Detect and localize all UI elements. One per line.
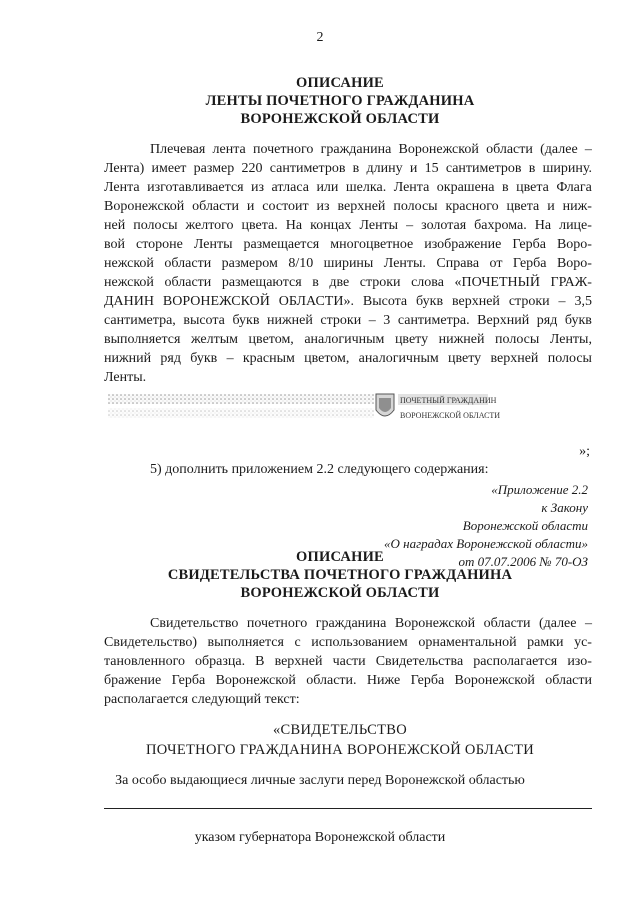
certificate-title-line: ПОЧЕТНОГО ГРАЖДАНИНА ВОРОНЕЖСКОЙ ОБЛАСТИ bbox=[145, 742, 535, 758]
appendix-ref-line: «О наградах Воронежской области» bbox=[384, 536, 588, 551]
paragraph-word: сантиметров bbox=[269, 161, 346, 176]
certificate-title bbox=[80, 720, 600, 760]
paragraph-word: атласа bbox=[271, 180, 309, 195]
paragraph-word: ниж- bbox=[562, 199, 592, 214]
coat-of-arms-icon bbox=[376, 394, 394, 416]
paragraph-word: аналогичным bbox=[358, 351, 439, 366]
paragraph-word: ДАНИН bbox=[104, 294, 154, 309]
paragraph-word: 3 bbox=[383, 313, 391, 328]
paragraph-word: полосы bbox=[495, 332, 540, 347]
paragraph-word: верхней bbox=[451, 294, 500, 309]
paragraph-word: размещаются bbox=[221, 275, 302, 290]
section2-title bbox=[80, 548, 600, 602]
paragraph-word: изготавливается bbox=[147, 180, 244, 195]
paragraph-line bbox=[104, 671, 592, 690]
paragraph-word: 8/10 bbox=[288, 256, 314, 271]
paragraph-word: части bbox=[332, 654, 366, 669]
paragraph-word: гражданина bbox=[315, 616, 387, 631]
paragraph-word: (далее bbox=[540, 142, 578, 157]
paragraph-word: Воронежской bbox=[104, 199, 185, 214]
paragraph-word: орнаментальной bbox=[418, 635, 517, 650]
paragraph-word: Ленты bbox=[193, 237, 233, 252]
paragraph-word: области bbox=[164, 256, 212, 271]
paragraph-word: Воронежской bbox=[454, 673, 535, 688]
paragraph-word: цвету bbox=[448, 351, 482, 366]
paragraph-word: сантиметров bbox=[445, 161, 522, 176]
paragraph-word: строки bbox=[320, 313, 362, 328]
paragraph-word: или bbox=[316, 180, 339, 195]
paragraph-word: вой bbox=[104, 237, 126, 252]
paragraph-word: лента bbox=[212, 142, 246, 157]
paragraph-line-text: располагается следующий текст: bbox=[104, 692, 300, 707]
paragraph-word: – bbox=[406, 218, 414, 233]
paragraph-word: Лента) bbox=[104, 161, 145, 176]
paragraph-word: размещается bbox=[243, 237, 320, 252]
paragraph-word: цвету bbox=[394, 332, 429, 347]
paragraph-word: Флага bbox=[556, 180, 592, 195]
ribbon-bottom-text: ВОРОНЕЖСКОЙ ОБЛАСТИ bbox=[400, 411, 501, 420]
appendix-ref-line: «Приложение 2.2 bbox=[491, 482, 588, 497]
paragraph-word: Верхний bbox=[477, 313, 530, 328]
paragraph-word: букв bbox=[190, 351, 218, 366]
paragraph-word: Свидетельство bbox=[150, 616, 239, 631]
paragraph-word: нижней bbox=[267, 313, 313, 328]
paragraph-word: ВОРОНЕЖСКОЙ bbox=[162, 294, 270, 309]
paragraph-line bbox=[104, 311, 592, 330]
paragraph-word: Свидетельство) bbox=[104, 635, 197, 650]
paragraph-word: верхней bbox=[274, 654, 323, 669]
paragraph-word: букв bbox=[416, 294, 444, 309]
paragraph-word: ширины bbox=[323, 256, 374, 271]
paragraph-word: букв bbox=[232, 313, 260, 328]
paragraph-word: области bbox=[164, 275, 212, 290]
paragraph-word: и bbox=[246, 199, 255, 214]
paragraph-word: нежской bbox=[104, 275, 154, 290]
paragraph-line bbox=[104, 178, 592, 197]
paragraph-word: размер bbox=[193, 161, 235, 176]
paragraph-word: – bbox=[368, 313, 376, 328]
paragraph-word: золотая bbox=[421, 218, 467, 233]
paragraph-line bbox=[104, 633, 592, 652]
paragraph-word: длину bbox=[366, 161, 403, 176]
paragraph-line bbox=[104, 292, 592, 311]
paragraph-word: Высота bbox=[362, 294, 408, 309]
paragraph-word: в bbox=[501, 180, 509, 195]
section1-title-line: ОПИСАНИЕ bbox=[296, 75, 384, 91]
paragraph-word: – bbox=[584, 142, 592, 157]
page-number: 2 bbox=[316, 30, 324, 45]
paragraph-word: «ПОЧЕТНЫЙ bbox=[454, 275, 540, 290]
paragraph-word: сантиметра. bbox=[397, 313, 470, 328]
section1-paragraph bbox=[104, 140, 592, 387]
paragraph-word: и bbox=[409, 161, 418, 176]
paragraph-word: аналогичным bbox=[304, 332, 385, 347]
paragraph-word: Ленты. bbox=[383, 256, 426, 271]
paragraph-line bbox=[104, 159, 592, 178]
certificate-merit-line: За особо выдающиеся личные заслуги перед Воронежской областью bbox=[115, 773, 525, 788]
paragraph-word: многоцветное bbox=[330, 237, 414, 252]
paragraph-word: Герба bbox=[512, 256, 547, 271]
paragraph-word: почетного bbox=[246, 616, 308, 631]
paragraph-line bbox=[104, 235, 592, 254]
paragraph-word: Ленты, bbox=[549, 332, 592, 347]
paragraph-word: желтым bbox=[190, 332, 239, 347]
paragraph-word: окрашена bbox=[436, 180, 495, 195]
paragraph-word: выполняется bbox=[207, 635, 284, 650]
paragraph-word: ряд bbox=[160, 351, 181, 366]
appendix-ref-line: от 07.07.2006 № 70-ОЗ bbox=[458, 554, 588, 569]
ribbon-top-text: ПОЧЕТНЫЙ ГРАЖДАНИН bbox=[400, 396, 497, 405]
section1-title-line: ЛЕНТЫ ПОЧЕТНОГО ГРАЖДАНИНА bbox=[205, 93, 475, 109]
paragraph-word: из bbox=[316, 199, 330, 214]
paragraph-word: в bbox=[528, 161, 536, 176]
section2-title-line: ОПИСАНИЕ bbox=[296, 549, 384, 565]
paragraph-word: две bbox=[329, 275, 350, 290]
paragraph-line bbox=[104, 330, 592, 349]
paragraph-word: изо- bbox=[567, 654, 592, 669]
paragraph-word: тановленного bbox=[104, 654, 185, 669]
paragraph-word: В bbox=[255, 654, 265, 669]
paragraph-word: ней bbox=[104, 218, 126, 233]
paragraph-word: Свидетельства bbox=[375, 654, 464, 669]
paragraph-word: размером bbox=[221, 256, 278, 271]
paragraph-word: полосы bbox=[133, 218, 178, 233]
paragraph-word: – bbox=[585, 616, 592, 631]
paragraph-line bbox=[104, 197, 592, 216]
section1-title bbox=[80, 74, 600, 128]
paragraph-word: Ниже bbox=[366, 673, 401, 688]
paragraph-word: ширину. bbox=[542, 161, 592, 176]
paragraph-word: гражданина bbox=[320, 142, 392, 157]
paragraph-word: Плечевая bbox=[150, 142, 206, 157]
paragraph-word: Воронежской bbox=[215, 673, 296, 688]
paragraph-word: области bbox=[483, 616, 531, 631]
item-5-text: 5) дополнить приложением 2.2 следующего содержания: bbox=[150, 462, 489, 477]
paragraph-word: Справа bbox=[436, 256, 480, 271]
paragraph-word: – bbox=[558, 294, 566, 309]
paragraph-word: цвета bbox=[516, 180, 549, 195]
paragraph-word: красного bbox=[445, 199, 499, 214]
paragraph-line bbox=[104, 368, 592, 387]
paragraph-line bbox=[104, 690, 592, 709]
paragraph-word: полосы bbox=[547, 351, 592, 366]
paragraph-word: Герба bbox=[171, 673, 206, 688]
section1-title-line: ВОРОНЕЖСКОЙ ОБЛАСТИ bbox=[240, 111, 440, 127]
paragraph-word: 15 bbox=[424, 161, 439, 176]
paragraph-word: из bbox=[251, 180, 265, 195]
paragraph-word: шелка. bbox=[345, 180, 387, 195]
paragraph-word: изображение bbox=[424, 237, 502, 252]
paragraph-word: области. bbox=[306, 673, 357, 688]
paragraph-word: сантиметра, bbox=[104, 313, 176, 328]
section2-title-line: СВИДЕТЕЛЬСТВА ПОЧЕТНОГО ГРАЖДАНИНА bbox=[167, 567, 513, 583]
paragraph-word: области bbox=[486, 142, 533, 157]
paragraph-word: верхней bbox=[490, 351, 539, 366]
certificate-title-line: «СВИДЕТЕЛЬСТВО bbox=[272, 722, 407, 738]
paragraph-word: выполняется bbox=[104, 332, 181, 347]
paragraph-word: и bbox=[547, 199, 555, 214]
paragraph-word: цветом, bbox=[248, 332, 294, 347]
paragraph-word: области bbox=[545, 673, 592, 688]
paragraph-word: 3,5 bbox=[574, 294, 592, 309]
paragraph-word: Лента bbox=[104, 180, 140, 195]
paragraph-line bbox=[104, 140, 592, 159]
paragraph-word: полосы bbox=[393, 199, 438, 214]
section2-paragraph bbox=[104, 614, 592, 709]
paragraph-word: имеет bbox=[151, 161, 187, 176]
paragraph-word: Воронежской bbox=[398, 142, 479, 157]
paragraph-word: стороне bbox=[136, 237, 183, 252]
paragraph-word: – bbox=[226, 351, 234, 366]
paragraph-word: области bbox=[192, 199, 239, 214]
paragraph-line bbox=[104, 273, 592, 292]
paragraph-word: нижний bbox=[104, 351, 152, 366]
paragraph-word: цветом, bbox=[304, 351, 350, 366]
closing-quote: »; bbox=[579, 444, 590, 459]
paragraph-line bbox=[104, 614, 592, 633]
paragraph-line bbox=[104, 349, 592, 368]
paragraph-line bbox=[104, 254, 592, 273]
paragraph-word: концах bbox=[310, 218, 352, 233]
paragraph-word: Герба bbox=[410, 673, 445, 688]
paragraph-word: Лента bbox=[393, 180, 430, 195]
paragraph-word: лице- bbox=[559, 218, 592, 233]
paragraph-word: использованием bbox=[311, 635, 408, 650]
paragraph-word: букв bbox=[564, 313, 592, 328]
paragraph-word: Воро- bbox=[556, 237, 592, 252]
paragraph-word: На bbox=[285, 218, 303, 233]
paragraph-word: ряд bbox=[536, 313, 558, 328]
appendix-ref-line: к Закону bbox=[541, 500, 588, 515]
paragraph-word: На bbox=[534, 218, 552, 233]
signature-rule bbox=[104, 808, 592, 809]
paragraph-word: желтого bbox=[185, 218, 234, 233]
paragraph-word: ГРАЖ- bbox=[550, 275, 592, 290]
certificate-decree-line: указом губернатора Воронежской области bbox=[194, 830, 446, 845]
paragraph-word: бражение bbox=[104, 673, 162, 688]
ribbon-illustration bbox=[108, 390, 501, 426]
paragraph-word: Воронежской bbox=[394, 616, 476, 631]
paragraph-word: от bbox=[489, 256, 503, 271]
paragraph-word: строки bbox=[359, 275, 401, 290]
paragraph-word: Воро- bbox=[556, 256, 592, 271]
paragraph-word: цвета bbox=[506, 199, 540, 214]
paragraph-line-text: Ленты. bbox=[104, 370, 147, 385]
paragraph-word: высота bbox=[183, 313, 225, 328]
paragraph-word: рамки bbox=[527, 635, 564, 650]
paragraph-word: нежской bbox=[104, 256, 154, 271]
paragraph-word: с bbox=[294, 635, 301, 650]
section2-title-line: ВОРОНЕЖСКОЙ ОБЛАСТИ bbox=[240, 585, 440, 601]
paragraph-word: Ленты bbox=[359, 218, 399, 233]
paragraph-word: Герба bbox=[512, 237, 546, 252]
paragraph-word: красным bbox=[242, 351, 295, 366]
paragraph-word: нижней bbox=[438, 332, 485, 347]
paragraph-word: ус- bbox=[574, 635, 592, 650]
appendix-ref-line: Воронежской области bbox=[462, 518, 588, 533]
paragraph-word: 220 bbox=[241, 161, 263, 176]
paragraph-word: ОБЛАСТИ». bbox=[278, 294, 354, 309]
paragraph-word: бахрома. bbox=[474, 218, 527, 233]
paragraph-word: верхней bbox=[337, 199, 386, 214]
paragraph-word: располагается bbox=[473, 654, 558, 669]
paragraph-word: почетного bbox=[253, 142, 314, 157]
paragraph-word: слова bbox=[411, 275, 444, 290]
paragraph-word: цвета. bbox=[241, 218, 278, 233]
paragraph-line bbox=[104, 216, 592, 235]
paragraph-word: в bbox=[352, 161, 360, 176]
paragraph-line bbox=[104, 652, 592, 671]
paragraph-word: состоит bbox=[262, 199, 309, 214]
paragraph-word: в bbox=[312, 275, 319, 290]
paragraph-word: строки bbox=[508, 294, 550, 309]
paragraph-word: (далее bbox=[538, 616, 577, 631]
paragraph-word: образца. bbox=[195, 654, 246, 669]
